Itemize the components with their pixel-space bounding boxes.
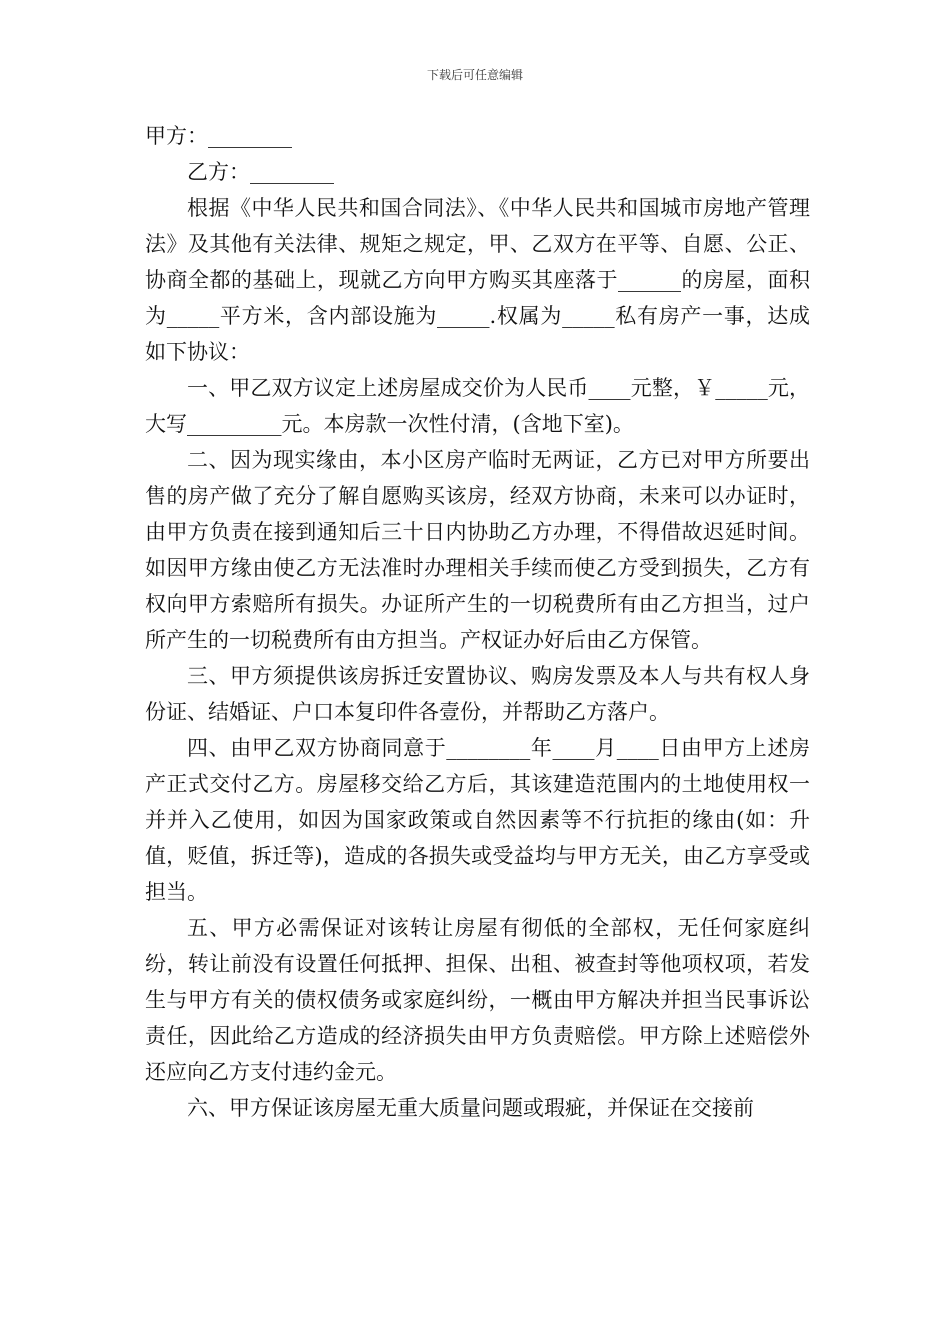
page-header-note: 下载后可任意编辑 (426, 68, 523, 82)
preamble-paragraph: 根据《中华人民共和国合同法》、《中华人民共和国城市房地产管理法》及其他有关法律、规矩之规定，甲、乙双方在平等、自愿、公正、协商全都的基础上，现就乙方向甲方购买其座落于______的房屋，面积为_____平方米，含内部设施为_____.权属为_____私有房产一事，达成如下协议： (145, 196, 810, 364)
party-b-line: 乙方：________ (187, 160, 334, 184)
clause-3-paragraph: 三、甲方须提供该房拆迁安置协议、购房发票及本人与共有权人身份证、结婚证、户口本复印件各壹份，并帮助乙方落户。 (145, 664, 810, 724)
clause-1-paragraph: 一、甲乙双方议定上述房屋成交价为人民币____元整，￥_____元，大写_________元。本房款一次性付清，(含地下室)。 (145, 376, 810, 436)
clause-5-paragraph: 五、甲方必需保证对该转让房屋有彻低的全部权，无任何家庭纠纷，转让前没有设置任何抵押、担保、出租、被查封等他项权项，若发生与甲方有关的债权债务或家庭纠纷，一概由甲方解决并担当民事诉讼责任，因此给乙方造成的经济损失由甲方负责赔偿。甲方除上述赔偿外还应向乙方支付违约金元。 (145, 916, 810, 1084)
clause-6-paragraph: 六、甲方保证该房屋无重大质量问题或瑕疵，并保证在交接前 (187, 1096, 754, 1120)
party-a-line: 甲方：________ (145, 124, 292, 148)
clause-4-paragraph: 四、由甲乙双方协商同意于________年____月____日由甲方上述房产正式交付乙方。房屋移交给乙方后，其该建造范围内的土地使用权一并并入乙使用，如因为国家政策或自然因素等不行抗拒的缘由(如：升值，贬值，拆迁等)，造成的各损失或受益均与甲方无关，由乙方享受或担当。 (145, 736, 810, 904)
clause-2-paragraph: 二、因为现实缘由，本小区房产临时无两证，乙方已对甲方所要出售的房产做了充分了解自愿购买该房，经双方协商，未来可以办证时，由甲方负责在接到通知后三十日内协助乙方办理，不得借故迟延时间。如因甲方缘由使乙方无法准时办理相关手续而使乙方受到损失，乙方有权向甲方索赔所有损失。办证所产生的一切税费所有由乙方担当，过户所产生的一切税费所有由方担当。产权证办好后由乙方保管。 (145, 448, 810, 652)
contract-body (145, 118, 810, 1126)
